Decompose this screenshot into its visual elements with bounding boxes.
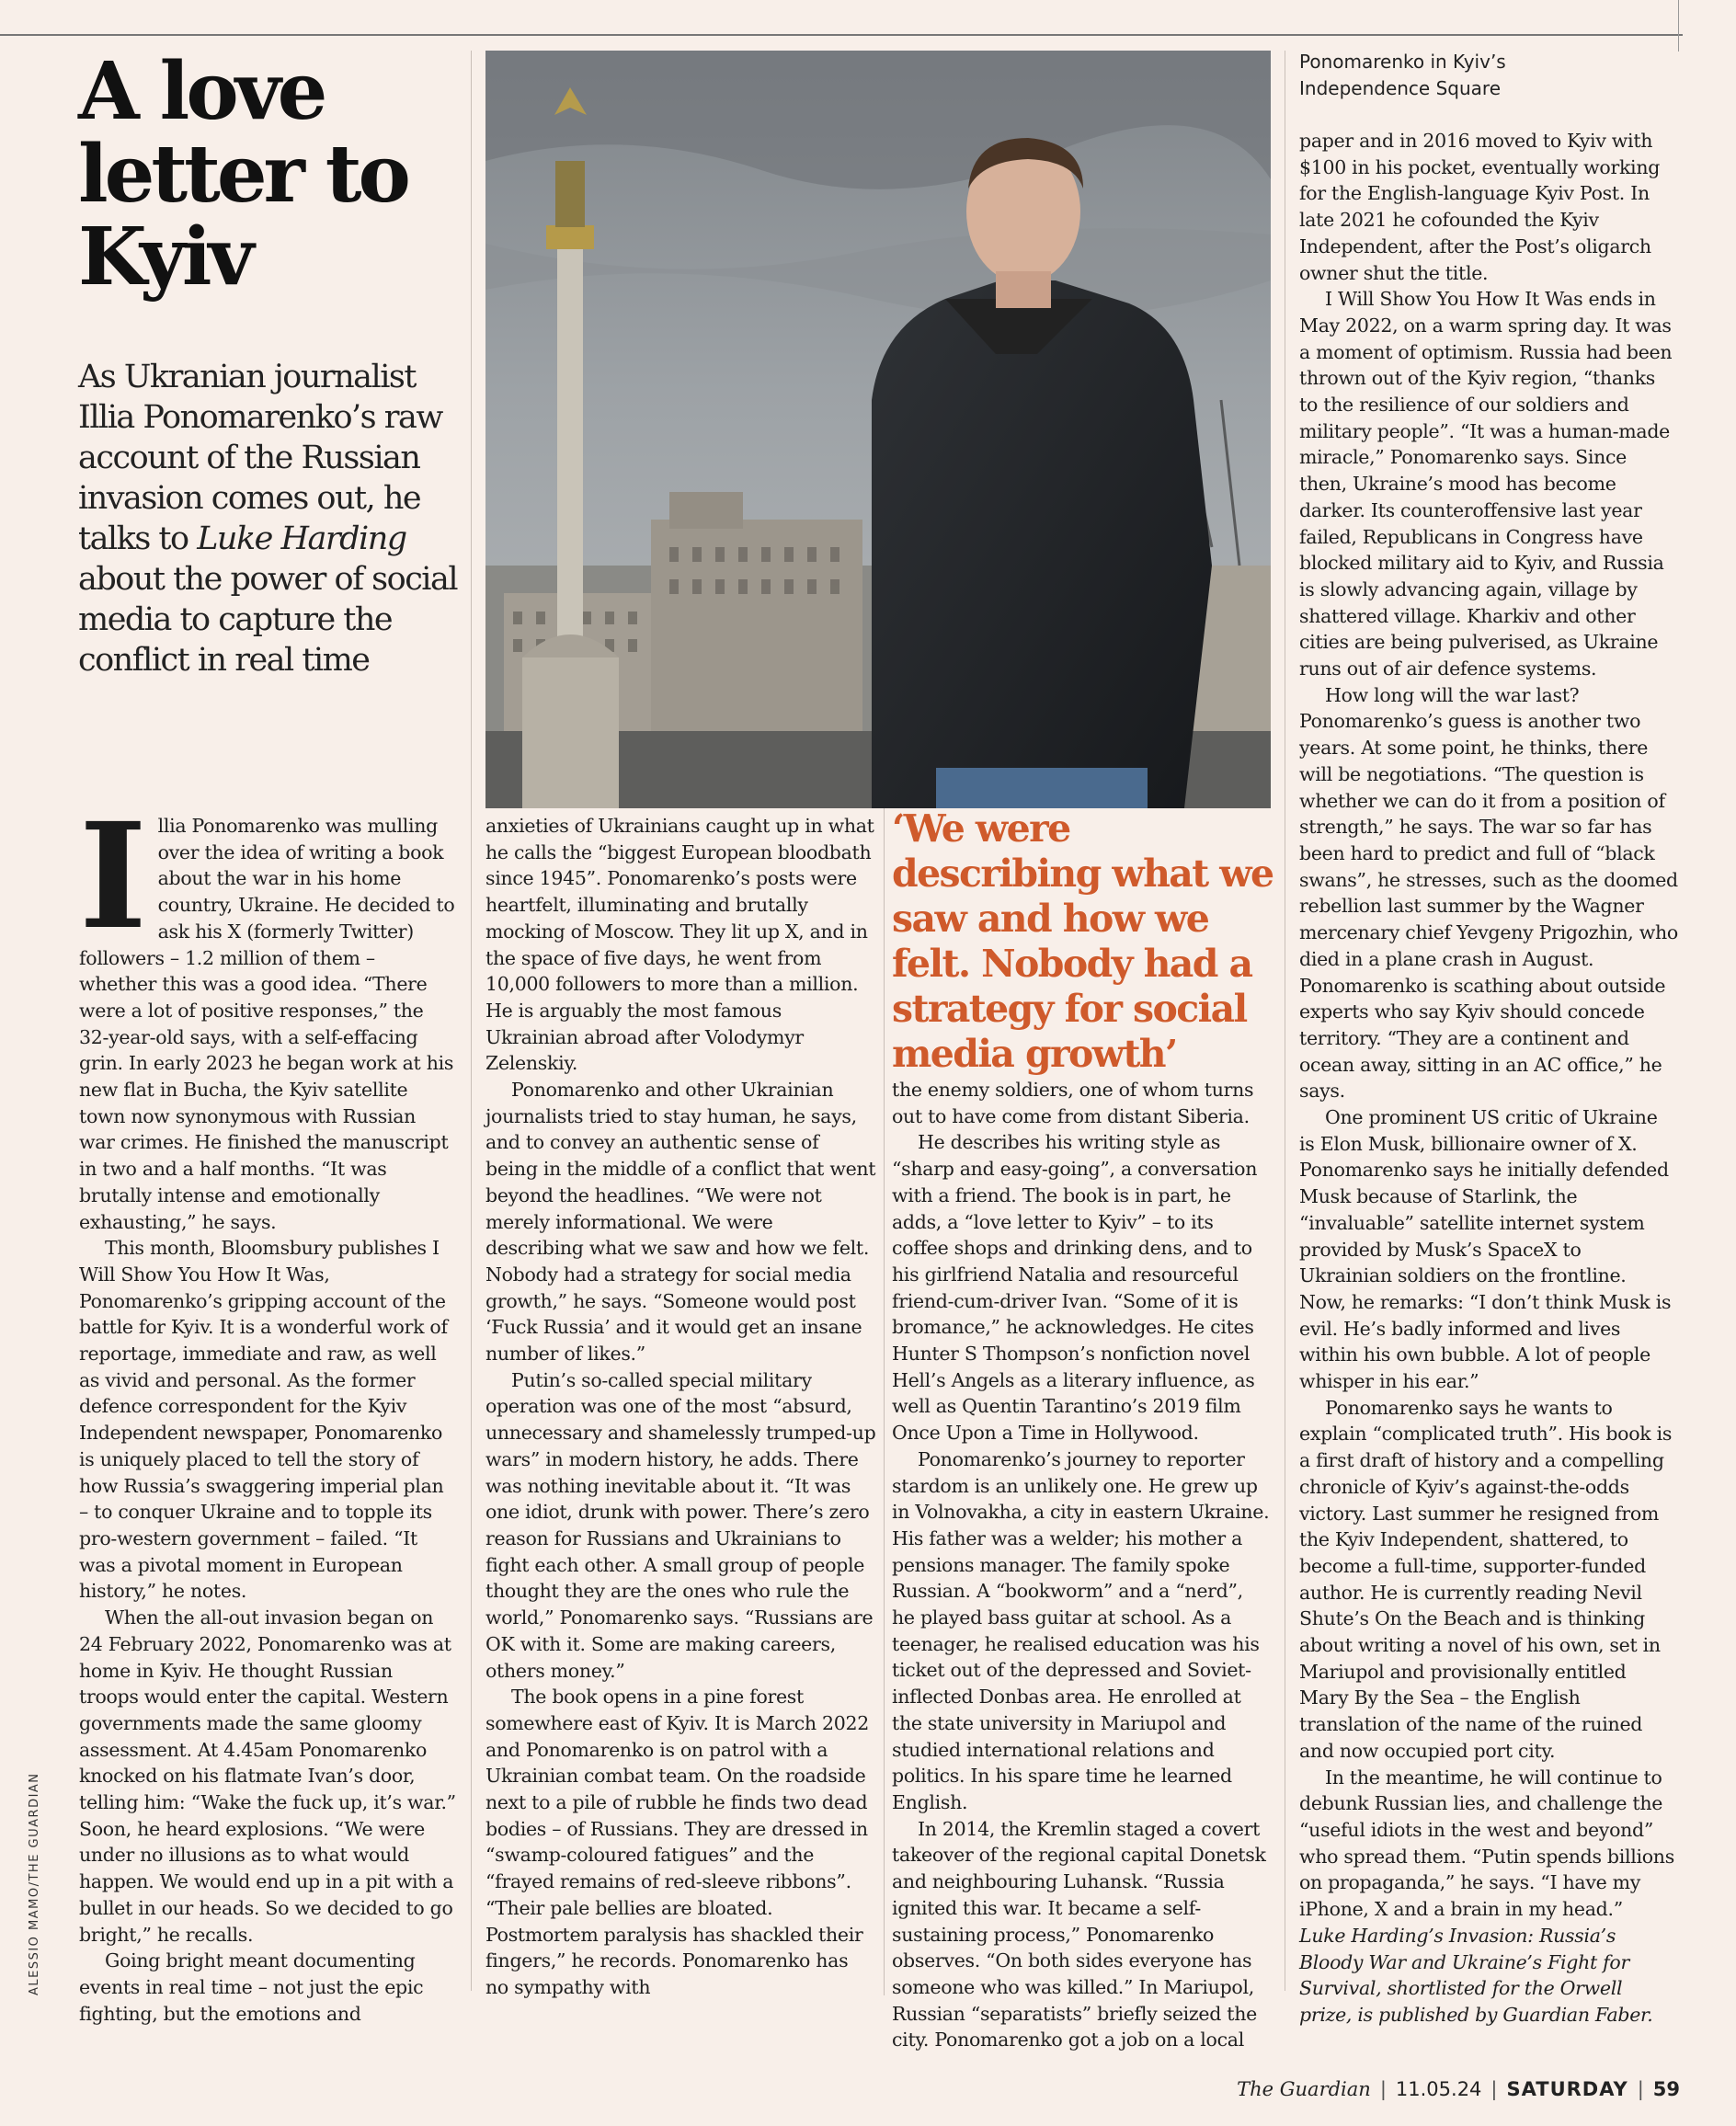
photo-credit: ALESSIO MAMO/THE GUARDIAN (28, 1772, 41, 1995)
article-paragraph: anxieties of Ukrainians caught up in what he calls the “biggest European bloodbath since 1945”. Ponomarenko’s posts were heartfelt, illuminating and brutally mocking of Moscow. They lit up X, and in the space of five days, he went from 10,000 followers to more than a million. He is arguably the most famous Ukrainian abroad after Volodymyr Zelenskiy. (485, 815, 874, 1075)
column-divider-1 (471, 51, 472, 1991)
footer-section: SATURDAY (1506, 2078, 1628, 2100)
article-paragraph: He describes his writing style as “sharp and easy-going”, a conversation with a friend. The book is in part, he adds, a “love letter to Kyiv” – to its coffee shops and drinking dens, and to his girlfriend Natalia and resourceful friend-cum-driver Ivan. “Some of it is bromance,” he acknowledges. He cites Hunter S Thompson’s nonfiction novel Hell’s Angels as a literary influence, as well as Quentin Tarantino’s 2019 film Once Upon a Time in Hollywood. (892, 1131, 1258, 1445)
top-rule (0, 34, 1683, 36)
article-paragraph: Putin’s so-called special military operation was one of the most “absurd, unnecessary and shamelessly trumped-up wars” in modern history, he adds. There was nothing inevitable about it. “It was one idiot, drunk with power. There’s zero reason for Russians and Ukrainians to fight each other. A small group of people thought they are the ones who rule the world,” Ponomarenko says. “Russians are OK with it. Some are making careers, others money.” (485, 1368, 876, 1682)
top-right-tick (1678, 0, 1679, 51)
article-paragraph: Going bright meant documenting events in real time – not just the epic fighting, but the emotions and (79, 1949, 424, 2025)
article-paragraph: This month, Bloomsbury publishes I Will Show You How It Was, Ponomarenko’s gripping account of the battle for Kyiv. It is a wonderful work of reportage, immediate and raw, as well as vivid and personal. As the former defence correspondent for the Kyiv Independent newspaper, Ponomarenko is uniquely placed to tell the story of how Russia’s swaggering imperial plan – to conquer Ukraine and to topple its pro-western government – failed. “It was a pivotal moment in European history,” he notes. (79, 1237, 448, 1603)
standfirst-tail: about the power of social media to capture the conflict in real time (78, 561, 458, 679)
standfirst-lead: As Ukranian journalist Illia Ponomarenko’s raw account of the Russian invasion comes out, he talks to (78, 359, 442, 557)
portrait-photo-illustration (485, 51, 1271, 808)
feature-photo (485, 51, 1271, 808)
footer-separator: | (1637, 2078, 1644, 2100)
article-paragraph-text: llia Ponomarenko was mulling over the idea of writing a book about the war in his home country, Ukraine. He decided to ask his X (formerly Twitter) followers – 1.2 million of them – whether this was a good idea. “There were a lot of positive responses,” the 32-year-old says, with a self-effacing grin. In early 2023 he began work at his new flat in Bucha, the Kyiv satellite town now synonymous with Russian war crimes. He finished the manuscript in two and a half months. “It was brutally intense and emotionally exhausting,” he says. (79, 815, 455, 1233)
article-paragraph: paper and in 2016 moved to Kyiv with $100 in his pocket, eventually working for the English-language Kyiv Post. In late 2021 he cofounded the Kyiv Independent, after the Post’s oligarch owner shut the title. (1299, 130, 1661, 284)
pull-quote: ‘We were describing what we saw and how we felt. Nobody had a strategy for social media growth’ (892, 806, 1273, 1076)
article-paragraph: In the meantime, he will continue to debunk Russian lies, and challenge the “useful idiots in the west and beyond” who spread them. “Putin spends billions on propaganda,” he says. “I have my iPhone, X and a brain in my head.” (1299, 1766, 1674, 1921)
article-paragraph: Ponomarenko’s journey to reporter stardom is an unlikely one. He grew up in Volnovakha, a city in eastern Ukraine. His father was a welder; his mother a pensions manager. The family spoke Russian. A “bookworm” and a “nerd”, he played bass guitar at school. As a teenager, he realised education was his ticket out of the depressed and Soviet-inflected Donbas area. He enrolled at the state university in Mariupol and studied international relations and politics. In his spare time he learned English. (892, 1447, 1270, 1813)
article-column-4 (1299, 128, 1678, 2029)
article-column-2 (485, 813, 876, 2001)
footer-publication: The Guardian (1237, 2078, 1371, 2100)
article-column-1 (79, 792, 456, 2027)
article-paragraph: One prominent US critic of Ukraine is Elon Musk, billionaire owner of X. Ponomarenko says he initially defended Musk because of Starlink, the “invaluable” satellite internet system provided by Musk’s SpaceX to Ukrainian soldiers on the frontline. Now, he remarks: “I don’t think Musk is evil. He’s badly informed and lives within his own bubble. A lot of people whisper in his ear.” (1299, 1106, 1672, 1393)
article-paragraph (79, 792, 456, 1235)
drop-cap: I (79, 792, 147, 962)
article-paragraph: Ponomarenko says he wants to explain “complicated truth”. His book is a first draft of history and a compelling chronicle of Kyiv’s against-the-odds victory. Last summer he resigned from the Kyiv Independent, shattered, to become a full-time, supporter-funded author. He is currently reading Nevil Shute’s On the Beach and is thinking about writing a novel of his own, set in Mariupol and provisionally entitled Mary By the Sea – the English translation of the name of the ruined and now occupied port city. (1299, 1396, 1673, 1762)
footer-separator: | (1379, 2078, 1387, 2100)
page-footer (1237, 2078, 1680, 2100)
article-paragraph: Ponomarenko and other Ukrainian journalists tried to stay human, he says, and to convey an authentic sense of being in the middle of a conflict that went beyond the headlines. “We were not merely informational. We were describing what we saw and how we felt. Nobody had a strategy for social media growth,” he says. “Someone would post ‘Fuck Russia’ and it would get an insane number of likes.” (485, 1079, 876, 1366)
article-paragraph: When the all-out invasion began on 24 February 2022, Ponomarenko was at home in Kyiv. He thought Russian troops would enter the capital. Western governments made the same gloomy assessment. At 4.45am Ponomarenko knocked on his flatmate Ivan’s door, telling him: “Wake the fuck up, it’s war.” Soon, he heard explosions. “We were under no illusions as to what would happen. We would end up in a pit with a bullet in our heads. So we decided to go bright,” he recalls. (79, 1606, 456, 1946)
article-paragraph: the enemy soldiers, one of whom turns out to have come from distant Siberia. (892, 1079, 1254, 1127)
article-paragraph: How long will the war last? Ponomarenko’s guess is another two years. At some point, he thinks, there will be negotiations. “The question is whether we can do it from a position of strength,” he says. The war so far has been hard to predict and full of “black swans”, he stresses, such as the doomed rebellion last summer by the Wagner mercenary chief Yevgeny Prigozhin, who died in a plane crash in August. Ponomarenko is scathing about outside experts who say Kyiv should concede territory. “They are a continent and ocean away, sitting in an AC office,” he says. (1299, 683, 1678, 1103)
headline: A love letter to Kyiv (78, 45, 407, 303)
article-paragraph: The book opens in a pine forest somewhere east of Kyiv. It is March 2022 and Ponomarenko is on patrol with a Ukrainian combat team. On the roadside next to a pile of rubble he finds two dead bodies – of Russians. They are dressed in “swamp-coloured fatigues” and the “frayed remains of red-sleeve ribbons”. “Their pale bellies are bloated. Postmortem paralysis has shackled their fingers,” he records. Ponomarenko has no sympathy with (485, 1686, 869, 1998)
standfirst (78, 357, 464, 680)
column-divider-2 (884, 800, 885, 1995)
photo-caption: Ponomarenko in Kyiv’s Independence Square (1299, 51, 1506, 99)
article-paragraph: In 2014, the Kremlin staged a covert takeover of the regional capital Donetsk and neighbouring Luhansk. “Russia ignited this war. It became a self-sustaining process,” Ponomarenko observes. “On both sides everyone has someone who was killed.” In Mariupol, Russian “separatists” briefly seized the city. Ponomarenko got a job on a local (892, 1817, 1266, 2052)
article-column-3 (892, 1077, 1271, 2053)
standfirst-author: Luke Harding (197, 520, 406, 557)
page-number: 59 (1652, 2078, 1680, 2100)
footer-date: 11.05.24 (1395, 2078, 1482, 2100)
article-paragraph: I Will Show You How It Was ends in May 2022, on a warm spring day. It was a moment of optimism. Russia had been thrown out of the Kyiv region, “thanks to the resilience of our soldiers and military people”. “It was a human-made miracle,” Ponomarenko says. Since then, Ukraine’s mood has become darker. Its counteroffensive last year failed, Republicans in Congress have blocked military aid to Kyiv, and Russia is slowly advancing again, village by shattered village. Kharkiv and other cities are being pulverised, as Ukraine runs out of air defence systems. (1299, 288, 1673, 680)
author-endnote: Luke Harding’s Invasion: Russia’s Bloody War and Ukraine’s Fight for Survival, shortlisted for the Orwell prize, is published by Guardian Faber. (1299, 1924, 1653, 2026)
footer-separator: | (1490, 2078, 1498, 2100)
